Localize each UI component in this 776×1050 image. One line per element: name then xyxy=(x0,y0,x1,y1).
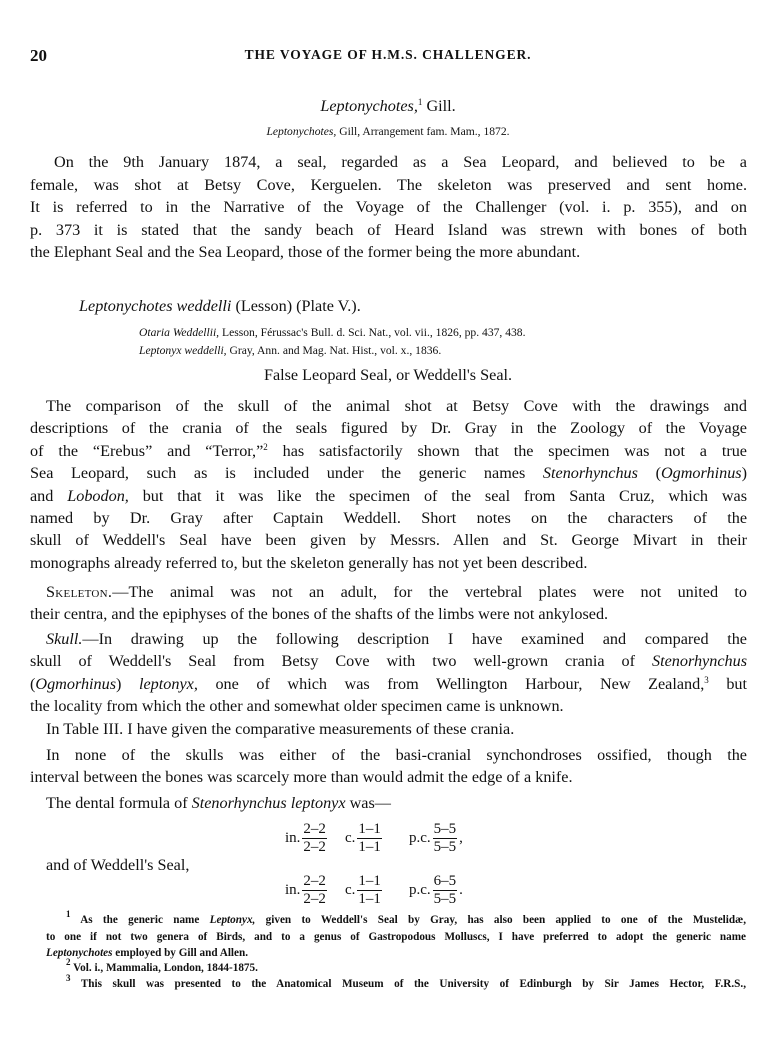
section-heading-skull: Skull. xyxy=(46,630,83,648)
paragraph-skeleton-cont: their centra, and the epiphyses of the bones of the shafts of the limbs were not ankylosed. xyxy=(30,605,609,624)
paragraph-synchondroses-cont: interval between the bones was scarcely more than would admit the edge of a knife. xyxy=(30,768,573,787)
footnote-ref-2: 2 xyxy=(263,441,268,452)
species-name: Leptonychotes weddelli xyxy=(79,297,232,315)
paragraph-2-cont: descriptions of the crania of the seals figured by Dr. Gray in the Zoology of the Voyage of the “Erebus” and “Terror,”$^2$ has satisfactorily shown that the specimen was not a true Sea Leopard, such as is included under the generic names Stenorhynchus (Ogmorhinus) and Lobodon, but that it was like the specimen of the seal from Santa Cruz, which was named by Dr. Gray after Captain Weddell. Short notes on the characters of the skull of Weddell's Seal have been given by Messrs. Allen and St. George Mivart in their monographs already referred to, but the skeleton generally has not yet been described. xyxy=(30,419,747,572)
running-header xyxy=(30,46,746,66)
dental-and-weddell: and of Weddell's Seal, xyxy=(46,856,190,874)
genus-citation: Leptonychotes, Gill, Arrangement fam. Mam., 1872. xyxy=(266,125,510,138)
common-name: False Leopard Seal, or Weddell's Seal. xyxy=(263,366,513,384)
genus-name: Leptonychotes, xyxy=(320,97,418,115)
paragraph-2: The comparison of the skull of the animal shot at Betsy Cove with the drawings and xyxy=(46,397,747,415)
paragraph-table: In Table III. I have given the comparative measurements of these crania. xyxy=(46,720,515,738)
paragraph-1: On the 9th January 1874, a seal, regarded as a Sea Leopard, and believed to be a xyxy=(54,153,747,171)
paragraph-skull: Skull.—In drawing up the following description I have examined and compared the xyxy=(46,630,747,648)
synonym-1: Otaria Weddellii, Lesson, Férussac's Bull. d. Sci. Nat., vol. vii., 1826, pp. 437, 438. xyxy=(139,326,526,339)
paragraph-skeleton: Skeleton.—The animal was not an adult, for the vertebral plates were not united to xyxy=(46,583,747,601)
dental-intro: The dental formula of Stenorhynchus leptonyx was— xyxy=(46,794,391,812)
page-number: 20 xyxy=(30,46,47,65)
species-heading: Leptonychotes weddelli (Lesson) (Plate V.). xyxy=(79,297,361,315)
footnote-1-cont: to one if not two genera of Birds, and to a genus of Gastropodous Molluscs, I have preferred to adopt the generic name Leptonychotes employed by Gill and Allen. xyxy=(46,930,746,959)
dental-formula-stenorhynchus: in. $\frac{2-2}{2-2}$ c. $\frac{1-1}{1-1}$ p.c. $\frac{5-5}{5-5}$ , xyxy=(285,821,463,855)
footnote-3: $^3$ This skull was presented to the Anatomical Museum of the University of Edinburgh by Sir James Hector, F.R.S., xyxy=(66,973,746,990)
synonym-2: Leptonyx weddelli, Gray, Ann. and Mag. Nat. Hist., vol. x., 1836. xyxy=(139,344,442,357)
genus-heading xyxy=(30,97,746,116)
paragraph-1-cont: female, was shot at Betsy Cove, Kerguelen. The skeleton was preserved and sent home. It is referred to in the Narrative of the Voyage of the Challenger (vol. i. p. 355), and on p. 373 it is stated that the sandy beach of Heard Island was strewn with bones of both the Elephant Seal and the Sea Leopard, those of the former being the more abundant. xyxy=(30,175,747,261)
genus-author: Gill. xyxy=(422,97,456,115)
footnote-1: $^1$ As the generic name Leptonyx, given to Weddell's Seal by Gray, has also been applied to one of the Mustelidæ, xyxy=(66,909,746,926)
paragraph-synchondroses: In none of the skulls was either of the basi-cranial synchondroses ossified, though the xyxy=(46,746,747,764)
running-title: THE VOYAGE OF H.M.S. CHALLENGER. xyxy=(244,47,532,62)
footnote-2: $^2$ Vol. i., Mammalia, London, 1844-1875. xyxy=(66,957,258,974)
footnote-ref-1: 1 xyxy=(417,97,423,107)
paragraph-skull-cont: skull of Weddell's Seal from Betsy Cove with two well-grown crania of Stenorhynchus (Ogmorhinus) leptonyx, one of which was from Wellington Harbour, New Zealand,$^3$ but the locality from which the other and somewhat older specimen came is unknown. xyxy=(30,652,748,716)
footnote-ref-3: 3 xyxy=(704,674,709,685)
section-heading-skeleton: Skeleton. xyxy=(46,583,113,601)
dental-formula-weddell: in. $\frac{2-2}{2-2}$ c. $\frac{1-1}{1-1}$ p.c. $\frac{6-5}{5-5}$ . xyxy=(285,873,463,907)
